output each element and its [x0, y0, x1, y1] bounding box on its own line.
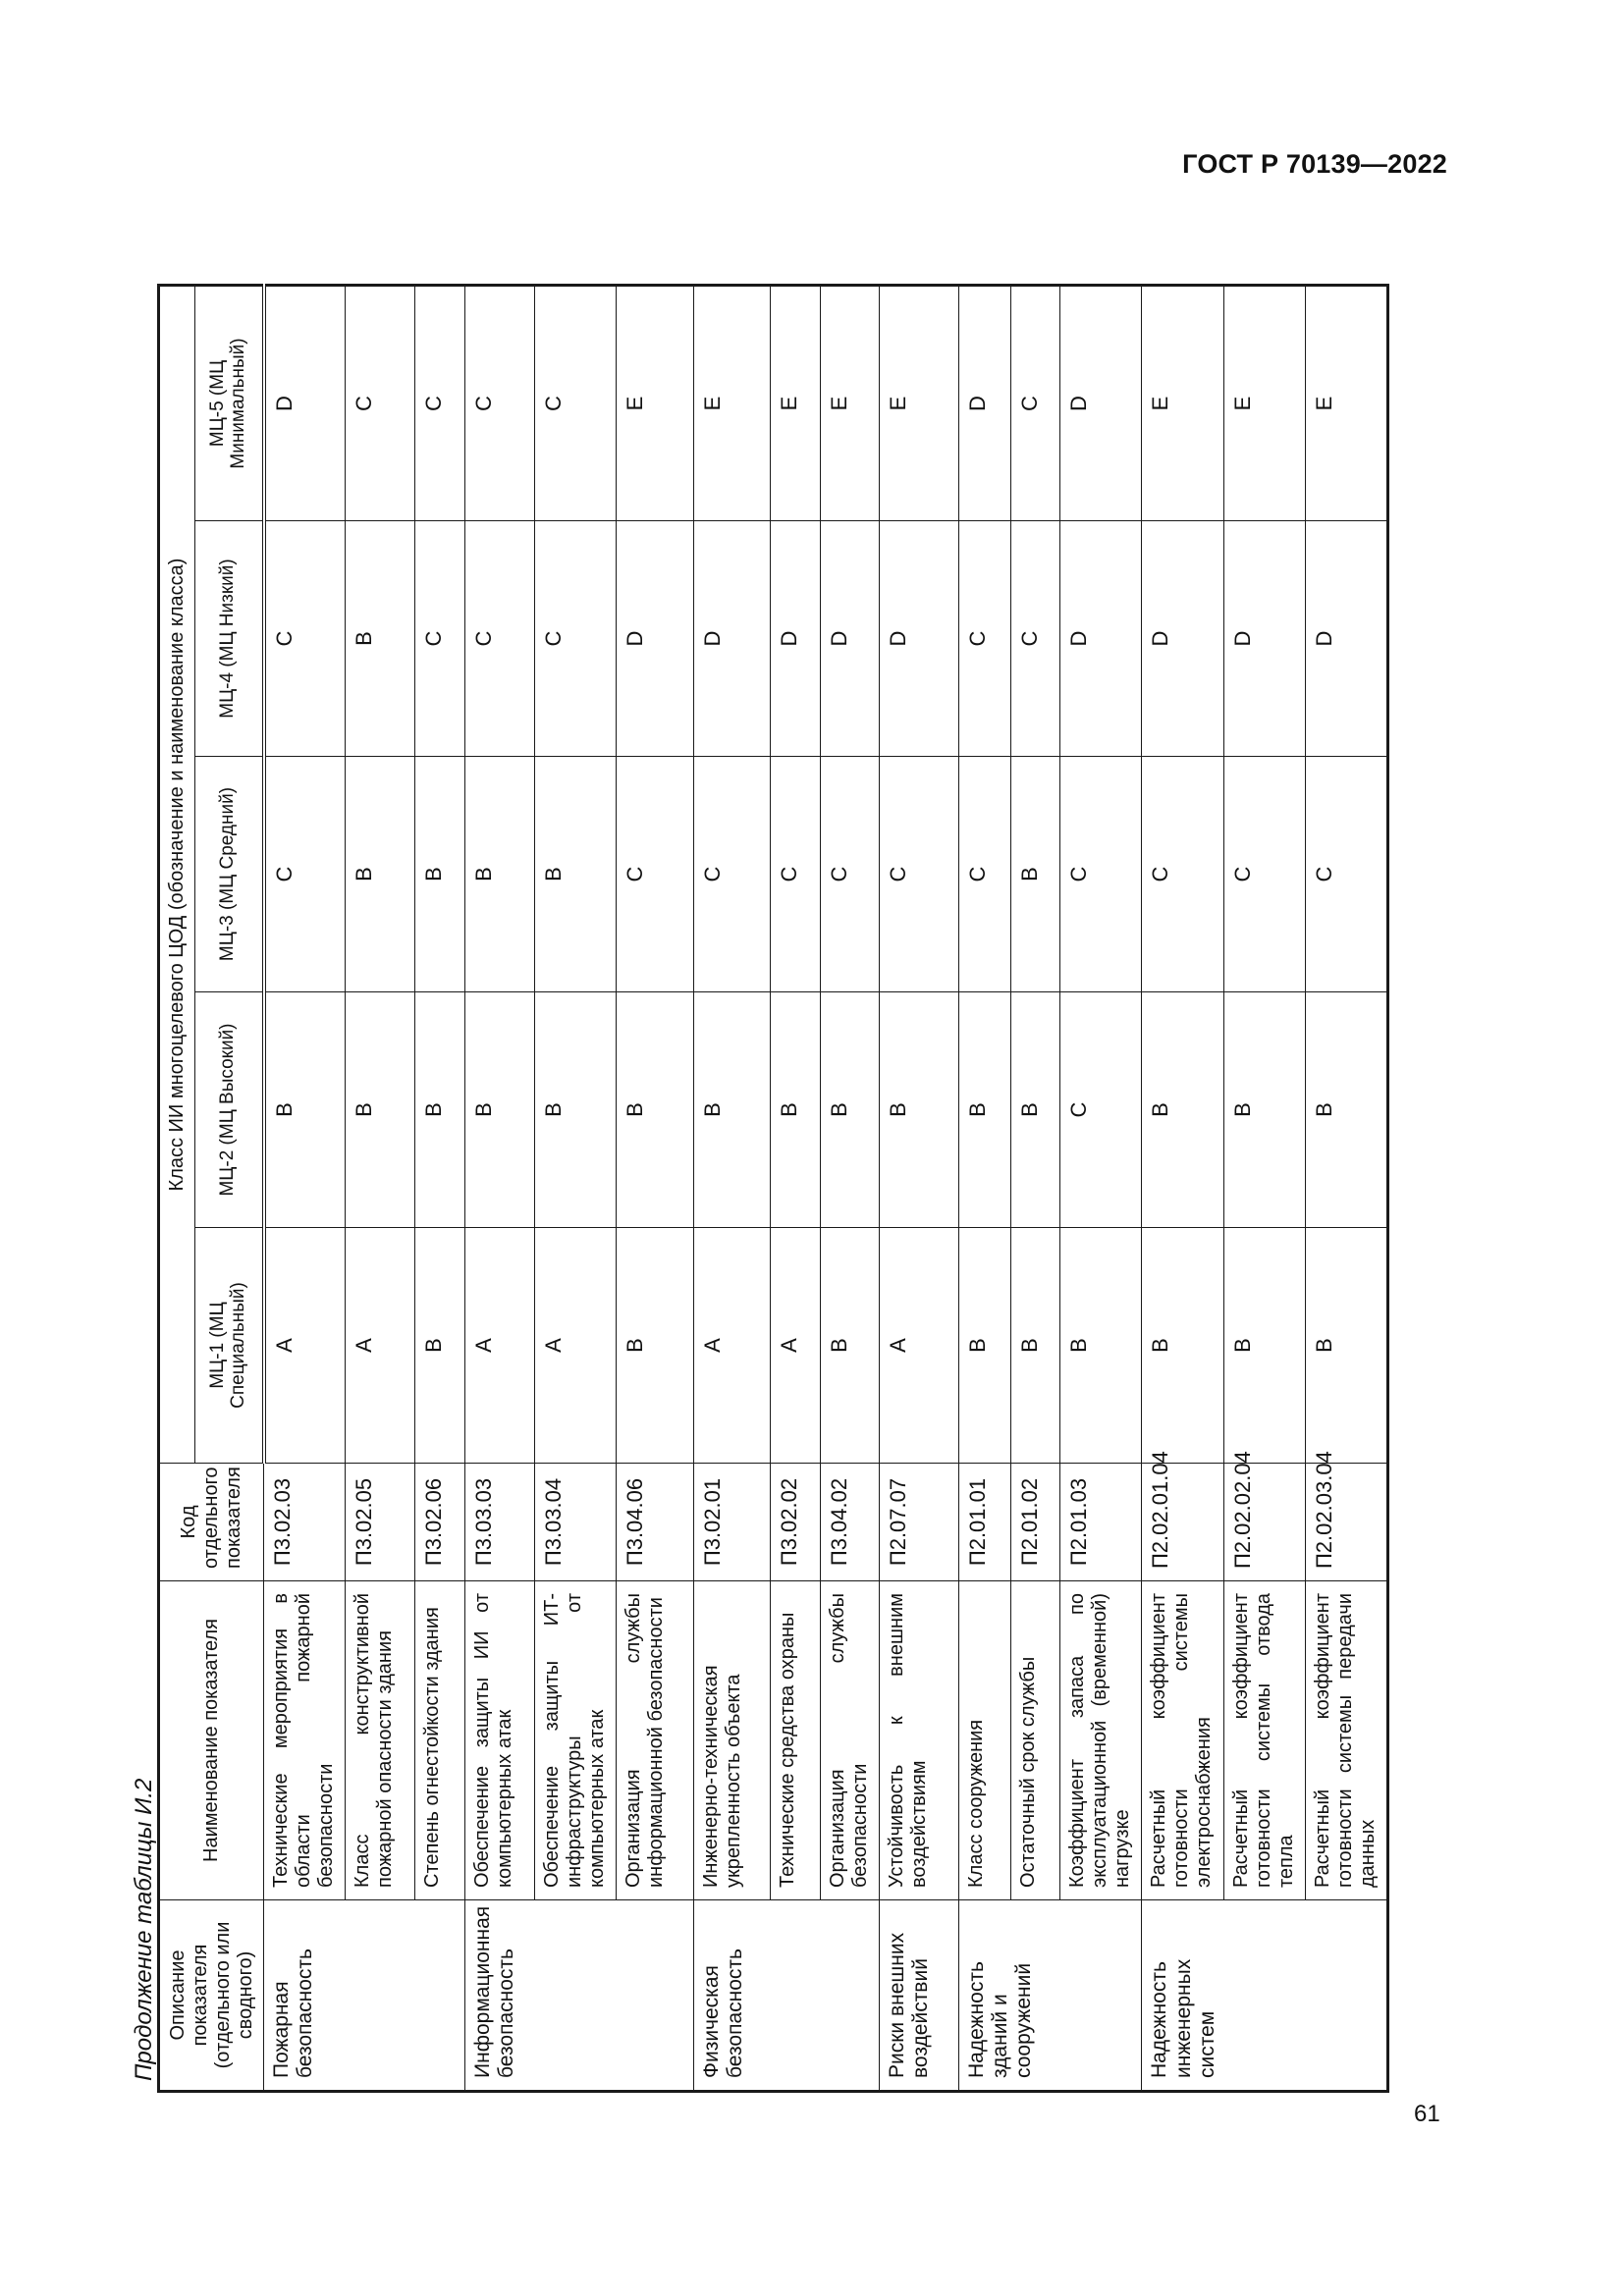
class-value: D	[1060, 521, 1142, 757]
indicator-code: П3.02.01	[694, 1464, 771, 1581]
class-value: A	[464, 1228, 534, 1464]
class-value: B	[415, 992, 465, 1228]
indicator-name: Инженерно-техническая укрепленность объекта	[694, 1581, 771, 1900]
indicator-name: Обеспечение защиты ИТ-инфраструктуры от компьютерных атак	[534, 1581, 616, 1900]
class-value: B	[1305, 1228, 1387, 1464]
table-container	[157, 287, 1389, 2093]
group-cell: Риски внешних воздействий	[879, 1900, 958, 2092]
indicator-name: Расчетный коэффициент готовности системы отвода тепла	[1223, 1581, 1305, 1900]
class-value: C	[879, 757, 958, 992]
class-value: B	[346, 757, 415, 992]
class-value: A	[879, 1228, 958, 1464]
class-value: E	[879, 285, 958, 520]
class-value: A	[534, 1228, 616, 1464]
class-value: C	[264, 521, 346, 757]
indicator-name: Степень огнестойкости здания	[415, 1581, 465, 1900]
class-value: C	[616, 757, 693, 992]
class-value: C	[1010, 285, 1060, 520]
class-value: D	[264, 285, 346, 520]
indicator-code: П2.02.02.04	[1223, 1464, 1305, 1581]
table-row	[771, 285, 821, 2091]
indicator-code: П3.04.02	[820, 1464, 879, 1581]
indicator-name: Класс сооружения	[958, 1581, 1010, 1900]
table-row	[958, 285, 1010, 2091]
class-value: D	[771, 521, 821, 757]
group-cell: Надежность инженерных систем	[1142, 1900, 1388, 2092]
class-value: C	[694, 757, 771, 992]
indicator-name: Устойчивость к внешним воздействиям	[879, 1581, 958, 1900]
table-row	[1305, 285, 1387, 2091]
class-value: A	[264, 1228, 346, 1464]
class-value: C	[820, 757, 879, 992]
class-value: E	[771, 285, 821, 520]
class-value: A	[694, 1228, 771, 1464]
header-desc: Описание показателя (отдельного или сводного)	[159, 1900, 264, 2092]
header-class-5: МЦ-5 (МЦ Минимальный)	[195, 285, 264, 520]
indicator-name: Коэффициент запаса по эксплуатационной (временной) нагрузке	[1060, 1581, 1142, 1900]
class-value: B	[616, 1228, 693, 1464]
class-value: D	[616, 521, 693, 757]
indicator-code: П3.02.06	[415, 1464, 465, 1581]
class-value: B	[1305, 992, 1387, 1228]
class-value: E	[1305, 285, 1387, 520]
class-value: C	[415, 285, 465, 520]
table-row	[616, 285, 693, 2091]
document-code: ГОСТ Р 70139—2022	[1182, 149, 1447, 179]
indicator-code: П2.01.02	[1010, 1464, 1060, 1581]
class-value: B	[1010, 992, 1060, 1228]
indicator-name: Остаточный срок службы	[1010, 1581, 1060, 1900]
indicator-name: Организация службы безопасности	[820, 1581, 879, 1900]
class-value: E	[1223, 285, 1305, 520]
class-value: D	[694, 521, 771, 757]
class-value: B	[879, 992, 958, 1228]
indicator-code: П3.02.02	[771, 1464, 821, 1581]
table-row	[346, 285, 415, 2091]
indicator-name: Класс конструктивной пожарной опасности здания	[346, 1581, 415, 1900]
indicator-name: Технические мероприятия в области пожарной безопасности	[264, 1581, 346, 1900]
class-value: C	[264, 757, 346, 992]
class-value: E	[1142, 285, 1223, 520]
class-value: B	[820, 992, 879, 1228]
class-value: C	[1223, 757, 1305, 992]
class-value: B	[820, 1228, 879, 1464]
class-value: B	[1142, 992, 1223, 1228]
header-class-3: МЦ-3 (МЦ Средний)	[195, 757, 264, 992]
class-value: D	[1223, 521, 1305, 757]
class-value: B	[616, 992, 693, 1228]
indicator-code: П3.02.03	[264, 1464, 346, 1581]
table-caption: Продолжение таблицы И.2	[131, 1778, 157, 2081]
class-value: B	[264, 992, 346, 1228]
table-row	[694, 285, 771, 2091]
indicator-name: Технические средства охраны	[771, 1581, 821, 1900]
table-row	[1223, 285, 1305, 2091]
class-value: C	[1060, 992, 1142, 1228]
class-value: B	[346, 521, 415, 757]
table-row	[464, 285, 534, 2091]
class-value: D	[1142, 521, 1223, 757]
table-row	[879, 285, 958, 2091]
table-row	[264, 285, 346, 2091]
table-row	[1142, 285, 1223, 2091]
class-value: D	[958, 285, 1010, 520]
class-value: B	[1010, 1228, 1060, 1464]
class-value: E	[616, 285, 693, 520]
class-value: C	[771, 757, 821, 992]
class-value: B	[534, 992, 616, 1228]
indicators-table	[157, 284, 1389, 2093]
header-class-group: Класс ИИ многоцелевого ЦОД (обозначение и наименование класса)	[159, 285, 195, 1463]
header-class-4: МЦ-4 (МЦ Низкий)	[195, 521, 264, 757]
class-value: B	[958, 1228, 1010, 1464]
class-value: B	[346, 992, 415, 1228]
class-value: C	[534, 285, 616, 520]
class-value: B	[1010, 757, 1060, 992]
indicator-code: П2.01.03	[1060, 1464, 1142, 1581]
class-value: C	[346, 285, 415, 520]
class-value: C	[534, 521, 616, 757]
class-value: B	[694, 992, 771, 1228]
class-value: C	[958, 521, 1010, 757]
header-class-2: МЦ-2 (МЦ Высокий)	[195, 992, 264, 1228]
class-value: C	[415, 521, 465, 757]
class-value: A	[771, 1228, 821, 1464]
class-value: C	[1010, 521, 1060, 757]
header-name: Наименование показателя	[159, 1581, 264, 1900]
class-value: B	[771, 992, 821, 1228]
indicator-code: П3.03.04	[534, 1464, 616, 1581]
class-value: B	[1060, 1228, 1142, 1464]
indicator-code: П3.03.03	[464, 1464, 534, 1581]
class-value: B	[1142, 1228, 1223, 1464]
class-value: D	[879, 521, 958, 757]
table-row	[1060, 285, 1142, 2091]
class-value: C	[1142, 757, 1223, 992]
class-value: D	[1060, 285, 1142, 520]
class-value: C	[1060, 757, 1142, 992]
indicator-code: П2.07.07	[879, 1464, 958, 1581]
class-value: E	[820, 285, 879, 520]
table-row	[820, 285, 879, 2091]
class-value: D	[1305, 521, 1387, 757]
indicator-code: П3.04.06	[616, 1464, 693, 1581]
header-code: Код отдельного показателя	[159, 1464, 264, 1581]
table-row	[1010, 285, 1060, 2091]
class-value: B	[1223, 1228, 1305, 1464]
class-value: B	[464, 757, 534, 992]
indicator-name: Расчетный коэффициент готовности системы электроснабжения	[1142, 1581, 1223, 1900]
group-cell: Информационная безопасность	[464, 1900, 693, 2092]
class-value: E	[694, 285, 771, 520]
class-value: B	[415, 757, 465, 992]
group-cell: Надежность зданий и сооружений	[958, 1900, 1142, 2092]
class-value: C	[958, 757, 1010, 992]
class-value: B	[464, 992, 534, 1228]
indicator-name: Организация службы информационной безопасности	[616, 1581, 693, 1900]
table-row	[534, 285, 616, 2091]
header-class-1: МЦ-1 (МЦ Специальный)	[195, 1228, 264, 1464]
indicator-code: П2.02.01.04	[1142, 1464, 1223, 1581]
indicator-code: П2.01.01	[958, 1464, 1010, 1581]
class-value: C	[1305, 757, 1387, 992]
class-value: A	[346, 1228, 415, 1464]
indicator-code: П3.02.05	[346, 1464, 415, 1581]
class-value: D	[820, 521, 879, 757]
page-number: 61	[1414, 2101, 1440, 2127]
class-value: B	[415, 1228, 465, 1464]
group-cell: Физическая безопасность	[694, 1900, 880, 2092]
class-value: B	[534, 757, 616, 992]
class-value: B	[958, 992, 1010, 1228]
class-value: C	[464, 521, 534, 757]
class-value: C	[464, 285, 534, 520]
indicator-name: Расчетный коэффициент готовности системы передачи данных	[1305, 1581, 1387, 1900]
table-row	[415, 285, 465, 2091]
indicator-name: Обеспечение защиты ИИ от компьютерных атак	[464, 1581, 534, 1900]
group-cell: Пожарная безопасность	[264, 1900, 465, 2092]
indicator-code: П2.02.03.04	[1305, 1464, 1387, 1581]
class-value: B	[1223, 992, 1305, 1228]
